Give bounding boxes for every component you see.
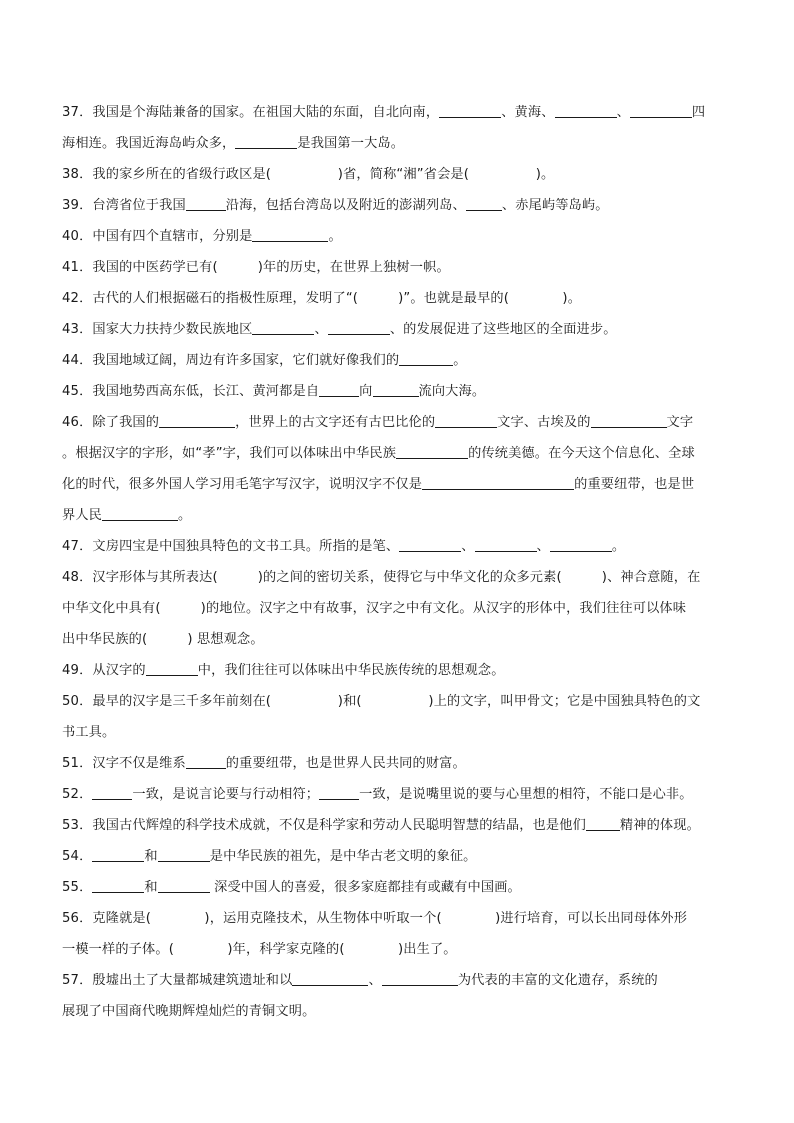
fill-in-blank[interactable] (186, 197, 226, 211)
question-q46-line3 (62, 469, 732, 500)
question-text: 50．最早的汉字是三千多年前刻在( )和( )上的文字，叫甲骨文；它是中国独具特色的文 (62, 694, 701, 709)
question-q56-line2 (62, 934, 732, 965)
fill-in-blank[interactable] (158, 879, 210, 893)
fill-in-blank[interactable] (235, 135, 297, 149)
question-text: 37．我国是个海陆兼备的国家。在祖国大陆的东面，自北向南， (62, 105, 440, 120)
question-text: 一致，是说言论要与行动相符； (132, 787, 320, 802)
fill-in-blank[interactable] (92, 879, 144, 893)
question-q37-line1 (62, 97, 732, 128)
question-text: ，世界上的古文字还有古巴比伦的 (235, 415, 436, 430)
question-q41 (62, 252, 732, 283)
question-text: 。 (178, 508, 192, 523)
fill-in-blank[interactable] (435, 414, 497, 428)
question-q57-line1 (62, 965, 732, 996)
question-text: 的重要纽带，也是世 (574, 477, 695, 492)
question-q44 (62, 345, 732, 376)
fill-in-blank[interactable] (586, 817, 620, 831)
question-text: 出中华民族的( ) 思想观念。 (62, 632, 264, 647)
question-text: 文字、古埃及的 (497, 415, 591, 430)
question-text: 51．汉字不仅是维系 (62, 756, 186, 771)
question-text: 和 (144, 880, 158, 895)
question-text: 38．我的家乡所在的省级行政区是( )省，简称“湘”省会是( )。 (62, 167, 555, 182)
question-text: 深受中国人的喜爱，很多家庭都挂有或藏有中国画。 (209, 880, 521, 895)
question-text: 流向大海。 (418, 384, 486, 399)
fill-in-blank[interactable] (373, 383, 419, 397)
fill-in-blank[interactable] (396, 445, 468, 459)
question-q42 (62, 283, 732, 314)
fill-in-blank[interactable] (186, 755, 226, 769)
question-text: 42．古代的人们根据磁石的指极性原理，发明了“( )”。也就是最早的( )。 (62, 291, 582, 306)
fill-in-blank[interactable] (399, 538, 461, 552)
fill-in-blank[interactable] (555, 104, 617, 118)
fill-in-blank[interactable] (466, 197, 502, 211)
question-q57-line2 (62, 996, 732, 1027)
question-text: 。根据汉字的字形，如“孝”字，我们可以体味出中华民族 (62, 446, 397, 461)
question-text: 展现了中国商代晚期辉煌灿烂的青铜文明。 (62, 1004, 316, 1019)
question-text: 49．从汉字的 (62, 663, 146, 678)
question-q47 (62, 531, 732, 562)
question-q46-line1 (62, 407, 732, 438)
question-q37-line2 (62, 128, 732, 159)
fill-in-blank[interactable] (319, 786, 359, 800)
question-text: 44．我国地域辽阔，周边有许多国家，它们就好像我们的 (62, 353, 400, 368)
question-text: 56．克隆就是( )，运用克隆技术，从生物体中听取一个( )进行培育，可以长出同母体外形 (62, 911, 688, 926)
question-text: 、 (314, 322, 328, 337)
fill-in-blank[interactable] (252, 321, 314, 335)
fill-in-blank[interactable] (475, 538, 537, 552)
question-q51 (62, 748, 732, 779)
question-text: 精神的体现。 (619, 818, 700, 833)
question-q54 (62, 841, 732, 872)
fill-in-blank[interactable] (92, 848, 144, 862)
question-text: 52． (62, 787, 93, 802)
question-text: 46．除了我国的 (62, 415, 160, 430)
question-text: 53．我国古代辉煌的科学技术成就，不仅是科学家和劳动人民聪明智慧的结晶，也是他们 (62, 818, 586, 833)
question-text: 、赤尾屿等岛屿。 (501, 198, 609, 213)
fill-in-blank[interactable] (292, 972, 368, 986)
question-text: 47．文房四宝是中国独具特色的文书工具。所指的是笔、 (62, 539, 400, 554)
question-text: 。 (328, 229, 342, 244)
question-q56-line1 (62, 903, 732, 934)
question-text: 为代表的丰富的文化遗存，系统的 (457, 973, 658, 988)
question-text: 书工具。 (62, 725, 116, 740)
question-text: 中华文化中具有( )的地位。汉字之中有故事，汉字之中有文化。从汉字的形体中，我们往往可以体味 (62, 601, 687, 616)
question-text: 。 (611, 539, 626, 554)
question-text: 、 (368, 973, 382, 988)
fill-in-blank[interactable] (328, 321, 390, 335)
question-text: 是我国第一大岛。 (297, 136, 405, 151)
question-q53 (62, 810, 732, 841)
question-text: 45．我国地势西高东低，长江、黄河都是自 (62, 384, 320, 399)
worksheet-page (62, 97, 732, 1027)
question-q43 (62, 314, 732, 345)
question-text: 的重要纽带，也是世界人民共同的财富。 (225, 756, 466, 771)
fill-in-blank[interactable] (422, 476, 574, 490)
question-text: 39．台湾省位于我国 (62, 198, 186, 213)
question-text: 向 (359, 384, 373, 399)
question-q40 (62, 221, 732, 252)
question-q48-line1 (62, 562, 732, 593)
question-text: 。 (453, 353, 467, 368)
fill-in-blank[interactable] (92, 786, 132, 800)
question-text: 中，我们往往可以体味出中华民族传统的思想观念。 (197, 663, 505, 678)
question-text: 是中华民族的祖先，是中华古老文明的象征。 (209, 849, 477, 864)
question-text: 、黄海、 (501, 105, 555, 120)
question-text: 41．我国的中医药学已有( )年的历史，在世界上独树一帜。 (62, 260, 450, 275)
question-text: 四 (691, 105, 706, 120)
question-q45 (62, 376, 732, 407)
fill-in-blank[interactable] (252, 228, 328, 242)
fill-in-blank[interactable] (550, 538, 612, 552)
question-text: 48．汉字形体与其所表达( )的之间的密切关系，使得它与中华文化的众多元素( )、神合意随，在 (62, 570, 701, 585)
question-text: 43．国家大力扶持少数民族地区 (62, 322, 253, 337)
fill-in-blank[interactable] (319, 383, 359, 397)
question-q50-line2 (62, 717, 732, 748)
fill-in-blank[interactable] (146, 662, 198, 676)
fill-in-blank[interactable] (102, 507, 178, 521)
question-text: 的传统美德。在今天这个信息化、全球 (468, 446, 695, 461)
fill-in-blank[interactable] (382, 972, 458, 986)
question-text: 、 (536, 539, 550, 554)
fill-in-blank[interactable] (591, 414, 667, 428)
fill-in-blank[interactable] (159, 414, 235, 428)
question-text: 一模一样的子体。( )年，科学家克隆的( )出生了。 (62, 942, 457, 957)
question-q46-line2 (62, 438, 732, 469)
question-text: 海相连。我国近海岛屿众多， (62, 136, 236, 151)
question-q38 (62, 159, 732, 190)
question-text: 化的时代，很多外国人学习用毛笔字写汉字，说明汉字不仅是 (62, 477, 423, 492)
question-text: 和 (144, 849, 158, 864)
question-q52 (62, 779, 732, 810)
question-q49 (62, 655, 732, 686)
question-text: 、 (461, 539, 475, 554)
question-text: 57．殷墟出土了大量都城建筑遗址和以 (62, 973, 293, 988)
question-text: 沿海，包括台湾岛以及附近的澎湖列岛、 (225, 198, 466, 213)
fill-in-blank[interactable] (399, 352, 453, 366)
question-text: 、 (616, 105, 630, 120)
question-q50-line1 (62, 686, 732, 717)
question-text: 一致，是说嘴里说的要与心里想的相符，不能口是心非。 (359, 787, 693, 802)
question-q48-line3 (62, 624, 732, 655)
question-q46-line4 (62, 500, 732, 531)
question-text: 、的发展促进了这些地区的全面进步。 (389, 322, 617, 337)
fill-in-blank[interactable] (630, 104, 692, 118)
question-text: 界人民 (62, 508, 103, 523)
fill-in-blank[interactable] (158, 848, 210, 862)
fill-in-blank[interactable] (439, 104, 501, 118)
question-text: 54． (62, 849, 93, 864)
question-q48-line2 (62, 593, 732, 624)
question-q55 (62, 872, 732, 903)
question-q39 (62, 190, 732, 221)
question-text: 文字 (666, 415, 694, 430)
question-text: 55． (62, 880, 93, 895)
question-text: 40．中国有四个直辖市，分别是 (62, 229, 253, 244)
